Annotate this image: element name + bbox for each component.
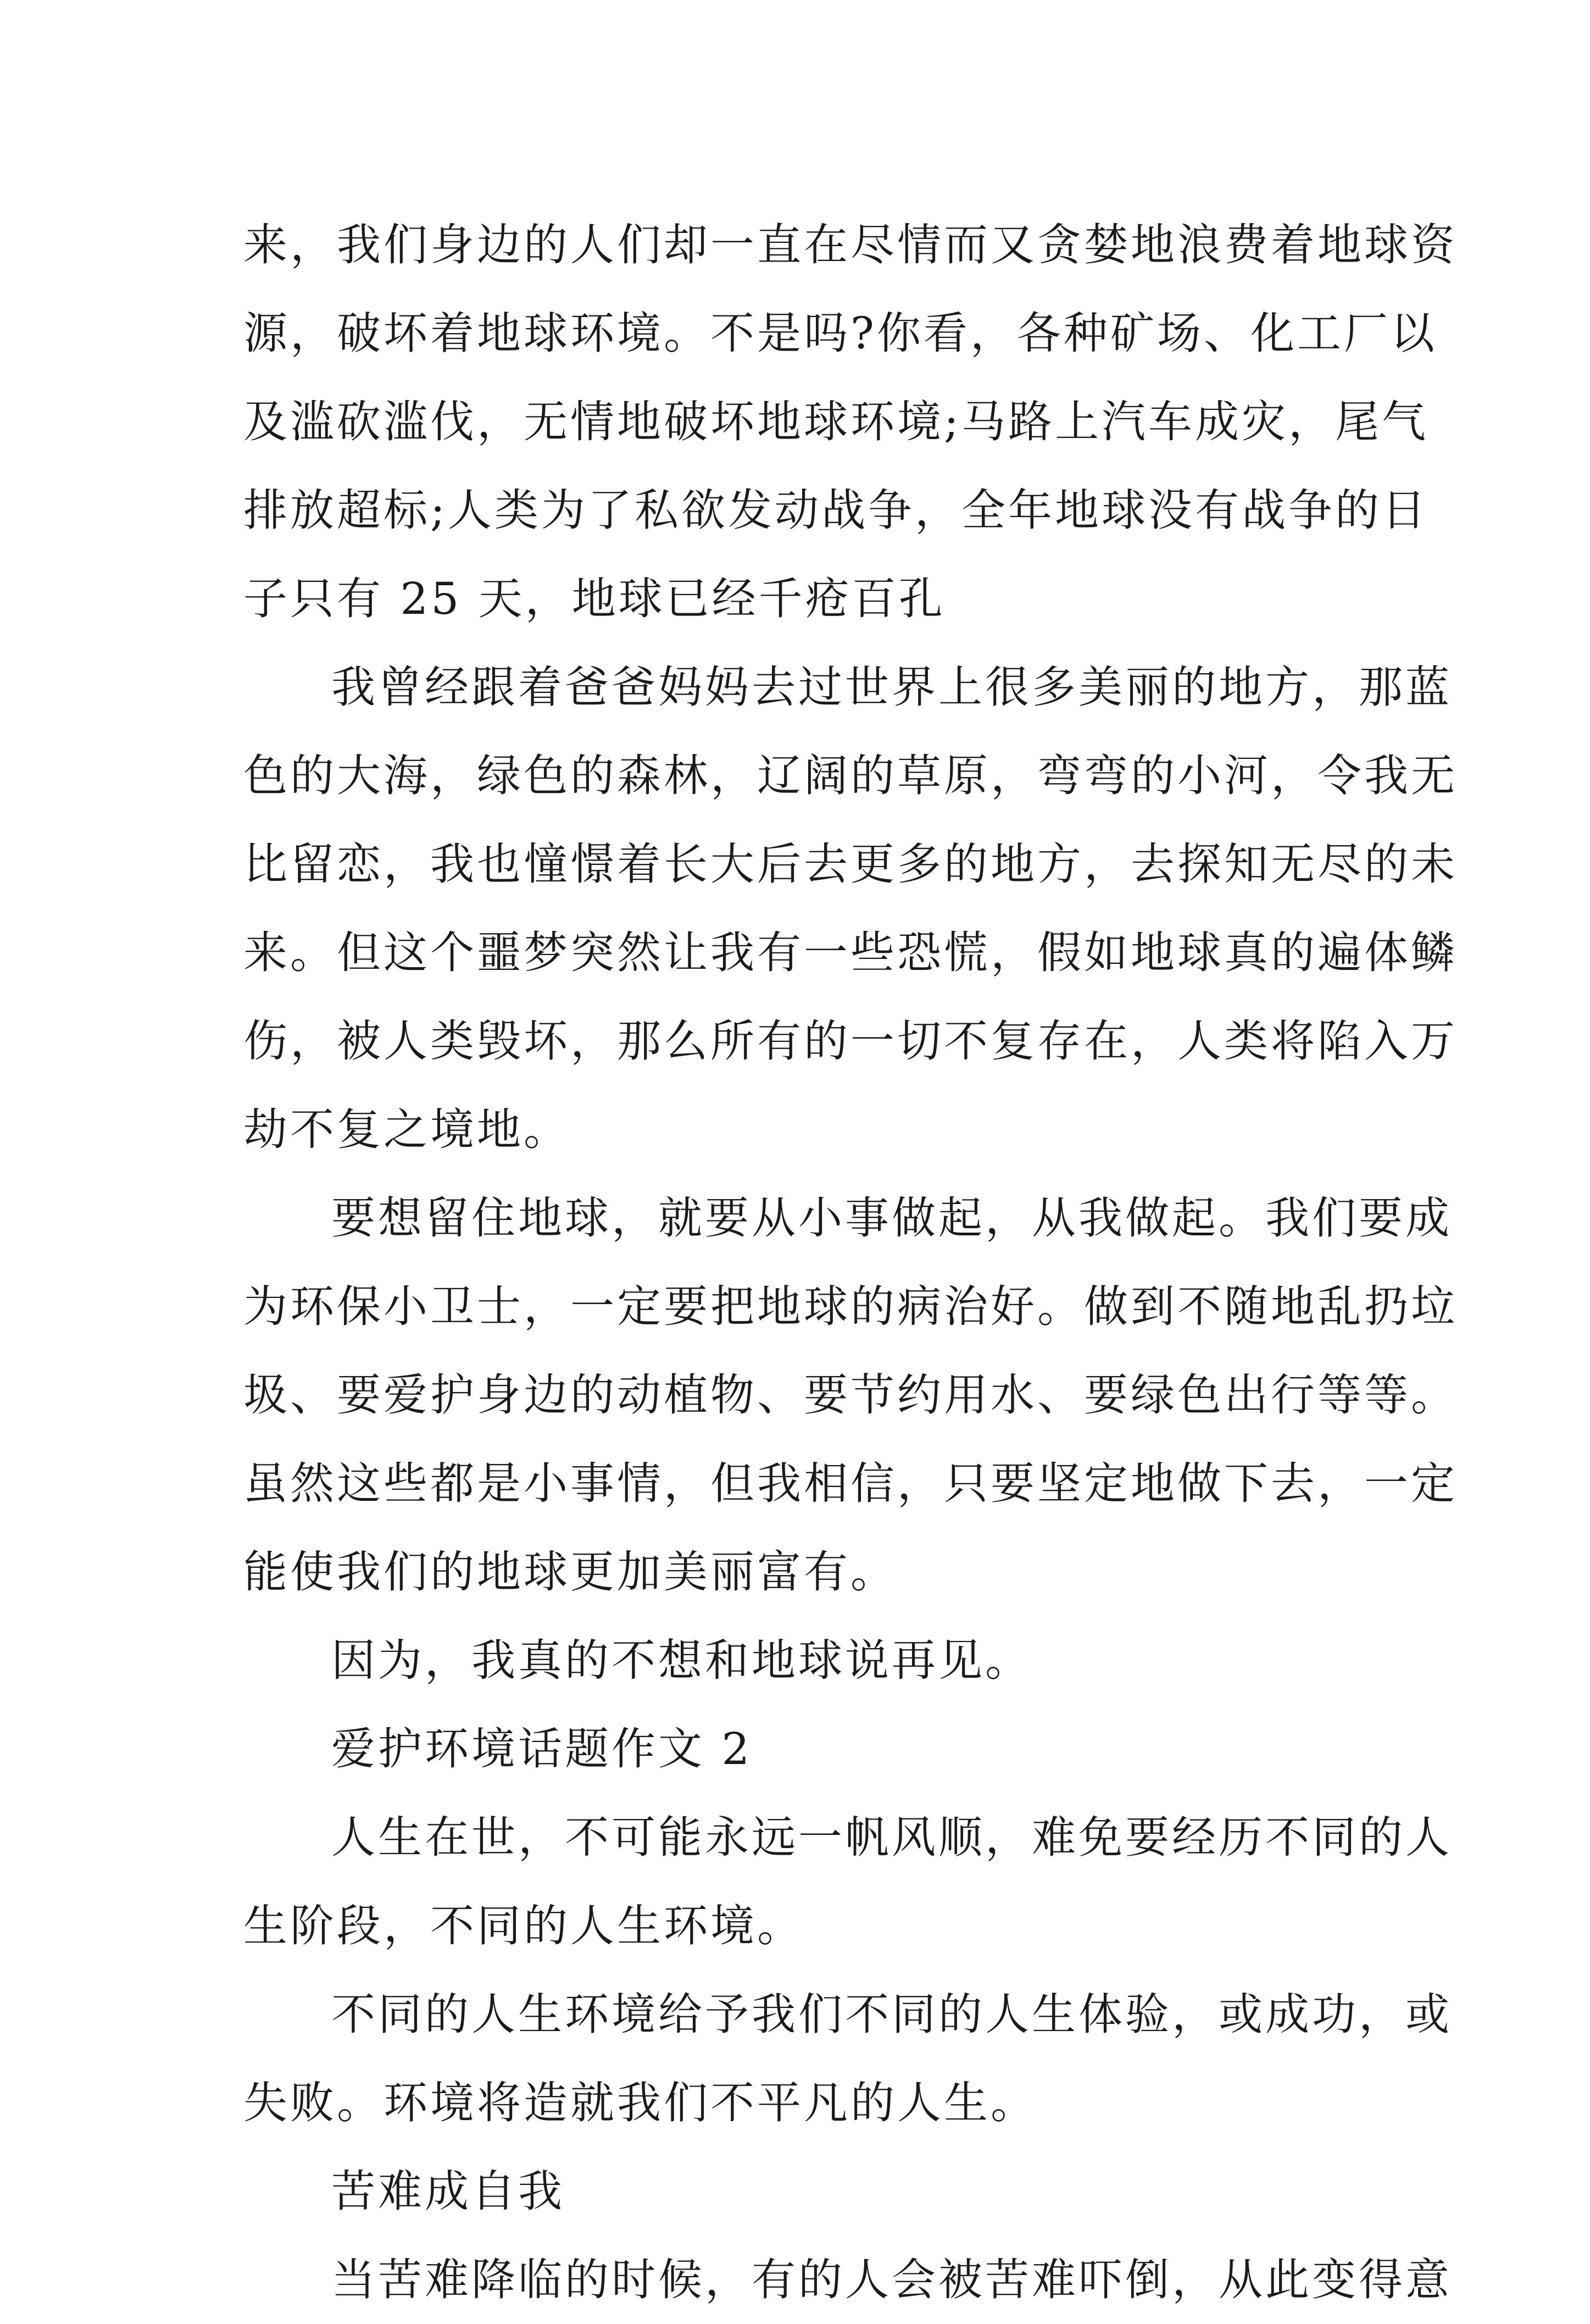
paragraph-first-line: 要想留住地球，就要从小事做起，从我做起。我们要成 <box>331 1192 1452 1244</box>
paragraph-first-line: 人生在世，不可能永远一帆风顺，难免要经历不同的人 <box>331 1812 1452 1863</box>
subheading: 苦难成自我 <box>331 2166 565 2217</box>
text-line: 圾、要爱护身边的动植物、要节约用水、要绿色出行等等。 <box>243 1369 1458 1421</box>
text-line: 能使我们的地球更加美丽富有。 <box>243 1546 897 1598</box>
text-line: 失败。环境将造就我们不平凡的人生。 <box>243 2077 1037 2128</box>
section-heading: 爱护环境话题作文 2 <box>331 1723 753 1774</box>
text-line: 生阶段，不同的人生环境。 <box>243 1900 804 1951</box>
text-line: 比留恋，我也憧憬着长大后去更多的地方，去探知无尽的未 <box>243 839 1458 890</box>
paragraph-first-line: 当苦难降临的时候，有的人会被苦难吓倒，从此变得意 <box>331 2254 1452 2305</box>
text-line: 排放超标;人类为了私欲发动战争，全年地球没有战争的日 <box>243 485 1428 536</box>
paragraph-first-line: 不同的人生环境给予我们不同的人生体验，或成功，或 <box>331 1989 1452 2040</box>
text-line: 来。但这个噩梦突然让我有一些恐慌，假如地球真的遍体鳞 <box>243 927 1458 978</box>
paragraph-first-line: 我曾经跟着爸爸妈妈去过世界上很多美丽的地方，那蓝 <box>331 662 1452 713</box>
text-line: 虽然这些都是小事情，但我相信，只要坚定地做下去，一定 <box>243 1458 1458 1509</box>
text-line: 伤，被人类毁坏，那么所有的一切不复存在，人类将陷入万 <box>243 1016 1458 1067</box>
text-line: 源，破坏着地球环境。不是吗?你看，各种矿场、化工厂以 <box>243 308 1437 359</box>
text-line: 子只有 25 天，地球已经千疮百孔 <box>243 573 946 624</box>
document-body <box>243 201 1458 2324</box>
text-line: 及滥砍滥伐，无情地破坏地球环境;马路上汽车成灾，尾气 <box>243 396 1428 447</box>
paragraph-first-line: 因为，我真的不想和地球说再见。 <box>331 1635 1032 1686</box>
text-line: 劫不复之境地。 <box>243 1104 570 1155</box>
text-line: 色的大海，绿色的森林，辽阔的草原，弯弯的小河，令我无 <box>243 750 1458 801</box>
text-line: 来，我们身边的人们却一直在尽情而又贪婪地浪费着地球资 <box>243 219 1458 270</box>
text-line: 为环保小卫士，一定要把地球的病治好。做到不随地乱扔垃 <box>243 1281 1458 1332</box>
